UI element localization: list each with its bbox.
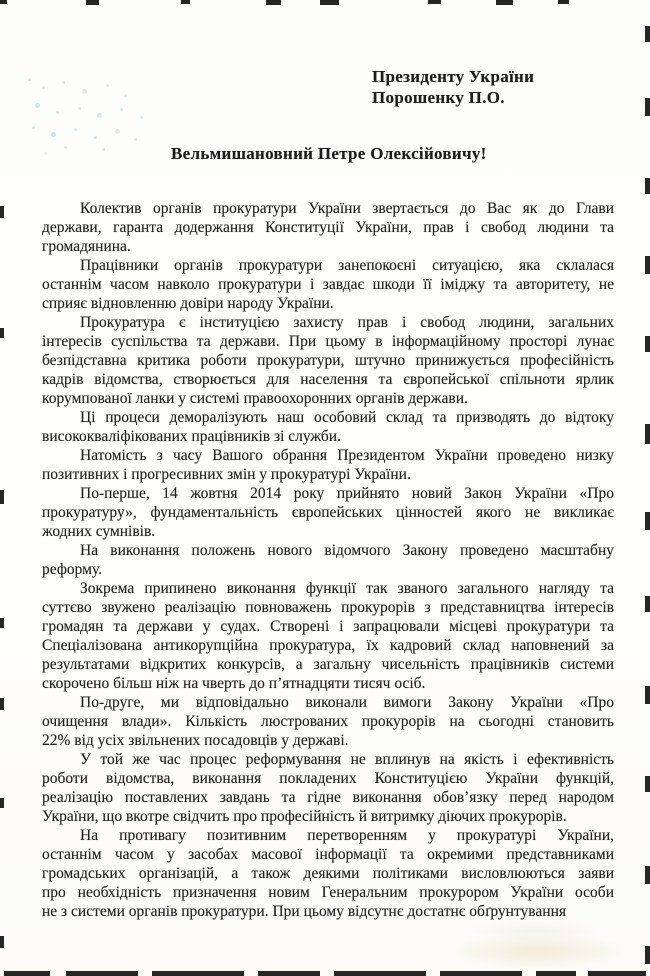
text-line: громадян та держави у судах. Створені і запрацювали місцеві прокуратури та — [42, 618, 614, 635]
text-line: реалізацію поставлених завдань та гідне виконання обов’язку перед народом — [42, 789, 614, 806]
text-line: 22% від усіх звільнених посадовців у державі. — [42, 732, 349, 749]
salutation: Вельмишановний Петре Олексійовичу! — [171, 144, 487, 163]
scan-edge-mark — [0, 328, 4, 338]
scan-edge-mark — [496, 0, 513, 5]
scan-edge-mark — [181, 0, 190, 4]
text-line: останнім часом у засобах масової інформації та окремими представниками — [42, 846, 614, 863]
scan-edge-mark — [645, 336, 650, 352]
text-line: скорочено більш ніж на чверть до п’ятнадцяти тисяч осіб. — [42, 675, 426, 692]
paragraph — [42, 256, 614, 313]
scan-edge-mark — [0, 798, 4, 808]
scan-edge-mark — [645, 424, 650, 444]
text-line: держави, гаранта додержання Конституції України, прав і свобод людини та — [42, 219, 614, 236]
text-line: У той же час процес реформування не вплинув на якість і ефективність — [80, 751, 614, 768]
text-line: останнім часом навколо прокуратури і завдає шкоди її іміджу та авторитету, не — [42, 276, 614, 293]
scan-edge-mark — [0, 206, 4, 218]
scan-edge-mark — [645, 98, 650, 116]
text-line: України, що вкотре свідчить про професійність й витримку діючих прокурорів. — [42, 808, 567, 825]
text-line: результатами відкритих конкурсів, а загальну чисельність працівників системи — [42, 656, 614, 673]
paragraph — [42, 826, 614, 921]
scan-edge-mark — [0, 0, 7, 4]
text-line: По-друге, ми відповідально виконали вимоги Закону України «Про — [80, 694, 614, 711]
scan-edge-mark — [66, 971, 138, 976]
paragraph — [42, 199, 614, 256]
text-line: На виконання положень нового відомчого Закону проведено масштабну — [80, 542, 614, 559]
text-line: реформу. — [42, 561, 103, 578]
text-line: Натомість з часу Вашого обрання Президентом України проведено низку — [80, 447, 614, 464]
scan-edge-mark — [645, 178, 650, 194]
scan-edge-mark — [588, 971, 646, 976]
paragraph — [42, 408, 614, 446]
scan-edge-mark — [645, 596, 650, 612]
paragraph — [42, 750, 614, 826]
scan-edge-mark — [440, 971, 522, 976]
text-line: інтересів суспільства та держави. При цьому в інформаційному просторі лунає — [42, 333, 614, 350]
scan-edge-mark — [645, 256, 650, 274]
text-line: На противагу позитивним перетворенням у прокуратурі України, — [80, 827, 614, 844]
text-line: Працівники органів прокуратури занепокоєні ситуацією, яка склалася — [80, 257, 614, 274]
scan-edge-mark — [558, 0, 569, 4]
text-line: про необхідність призначення новим Генеральним прокурором України особи — [42, 884, 614, 901]
text-line: не з системи органів прокуратури. При цьому відсутнє достатнє обґрунтування — [42, 903, 567, 920]
text-line: По-перше, 14 жовтня 2014 року прийнято новий Закон України «Про — [80, 485, 614, 502]
scan-edge-mark — [0, 618, 4, 628]
text-line: Спеціалізована антикорупційна прокуратура, їх кадровий склад наповнений за — [42, 637, 614, 654]
recipient-line-2: Порошенку П.О. — [372, 88, 505, 107]
recipient-line-1: Президенту України — [372, 67, 535, 86]
text-line: Прокуратура є інституцією захисту прав і свобод людини, загальних — [80, 314, 614, 331]
text-line: громадських організацій, а також деякими політиками висловлюються заяви — [42, 865, 614, 882]
scan-edge-mark — [152, 971, 244, 976]
scan-edge-mark — [266, 0, 281, 5]
paragraph — [42, 579, 614, 693]
text-line: прокуратуру», фундаментальність європейських цінностей якого не викликає — [42, 504, 614, 521]
paragraph — [42, 313, 614, 408]
scan-edge-mark — [645, 686, 650, 704]
text-line: корумпованої ланки у системі правоохоронних органів держави. — [42, 390, 468, 407]
scan-edge-mark — [0, 936, 4, 948]
text-line: громадянина. — [42, 238, 131, 255]
faint-stamp-ghost — [28, 78, 31, 81]
text-line: очищення влади». Кількість люстрованих прокурорів на сьогодні становить — [42, 713, 614, 730]
recipient-block — [372, 66, 534, 108]
scan-edge-mark — [645, 512, 650, 530]
paragraph — [42, 693, 614, 750]
scan-edge-mark — [0, 698, 4, 710]
text-line: Ці процеси деморалізують наш особовий склад та призводять до відтоку — [80, 409, 614, 426]
scan-edge-mark — [645, 776, 650, 792]
scan-edge-mark — [334, 971, 426, 976]
text-line: Колектив органів прокуратури України звертається до Вас як до Глави — [80, 200, 614, 217]
scan-edge-mark — [86, 0, 99, 5]
scan-edge-mark — [428, 0, 441, 4]
scan-edge-mark — [4, 971, 50, 976]
scan-edge-mark — [536, 971, 576, 976]
scan-edge-mark — [645, 866, 650, 884]
scan-edge-mark — [258, 971, 320, 976]
scan-edge-mark — [320, 0, 339, 5]
letter-body — [42, 199, 614, 921]
scan-smudge — [470, 920, 600, 942]
text-line: висококваліфікованих працівників зі служби. — [42, 428, 341, 445]
text-line: кадрів відомства, створюється для населення та європейської спільноти ярлик — [42, 371, 614, 388]
text-line: Зокрема припинено виконання функції так званого загального нагляду та — [80, 580, 614, 597]
text-line: позитивних і прогресивних змін у прокуратурі України. — [42, 466, 411, 483]
text-line: безпідставна критика роботи прокуратури, штучно принижується професійність — [42, 352, 614, 369]
text-line: роботи відомства, виконання покладених Конституцією України функцій, — [42, 770, 614, 787]
text-line: суттєво звужено реалізацію повноважень прокурорів з представництва інтересів — [42, 599, 614, 616]
scan-edge-mark — [645, 26, 650, 42]
scan-smudge — [455, 934, 620, 968]
text-line: сприяє відновленню довіри народу України. — [42, 295, 334, 312]
paragraph — [42, 446, 614, 484]
scan-edge-mark — [0, 490, 4, 504]
text-line: жодних сумнівів. — [42, 523, 156, 540]
scan-edge-mark — [645, 946, 650, 964]
paragraph — [42, 541, 614, 579]
paragraph — [42, 484, 614, 541]
